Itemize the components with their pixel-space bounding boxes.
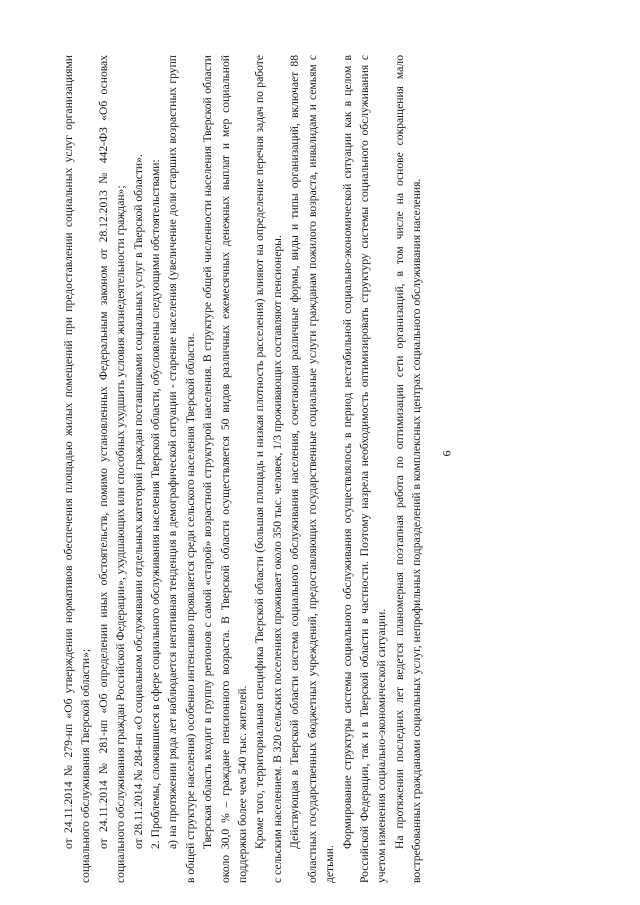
paragraph: Формирование структуры системы социального обслуживания осуществлялось в период нестабильной социально-экономической ситуации как в целом в Российской Федерации, так и в Тверской области в частности. Поэтому назрела необходимость оптимизировать структуру системы социального обслуживания с учетом изменения социально-экономической ситуации. (340, 55, 389, 883)
paragraph: от 28.11.2014 № 284-нп «О социальном обслуживании отдельных категорий граждан поставщиками социальных услуг в Тверской области». (131, 154, 145, 849)
paragraph: На протяжении последних лет ведется планомерная поэтапная работа по оптимизации сети организаций, в том числе на основе сокращения мало востребованных гражданами социальных услуг, непрофильных подразделений в комплексных центрах социального обслуживания населения. (392, 55, 424, 883)
paragraph: Тверская область входит в группу регионов с самой «старой» возрастной структурой населения. В структуре общей численности населения Тверской области около 30,0 % – граждане пенсионного возраста. В Тверской области осуществляется 50 видов различных ежемесячных денежных выплат и мер социальной поддержки более чем 540 тыс. жителей. (201, 55, 250, 883)
page-number: 6 (439, 450, 454, 457)
document-body (60, 55, 600, 883)
paragraph: Кроме того, территориальная специфика Тверской области (большая площадь и низкая плотность расселения) влияют на определение перечня задач по работе с сельским населением. В 320 сельских поселениях проживает около 350 тыс. человек, 1/3 проживающих составляют пенсионеры. (253, 55, 284, 883)
paragraph: а) на протяжении ряда лет наблюдается негативная тенденция в демографической ситуации - старение населения (увеличение доли старших возрастных групп в общей структуре населения) особенно интенсивно проявляется среди сельского населения Тверской области. (166, 55, 197, 883)
paragraph: Действующая в Тверской области система социального обслуживания населения, сочетающая различные формы, виды и типы организаций, включает 88 областных государственных бюджетных учреждений, предоставляющих государственные социальные услуги гражданам пожилого возраста, инвалидам и семьям с детьми. (288, 55, 337, 883)
paragraph: от 24.11.2014 № 281-нп «Об определении иных обстоятельств, помимо установленных Федеральным законом от 28.12.2013 № 442-ФЗ «Об основах социального обслуживания граждан Российской Федерации», ухудшающих или способных ухудшить условия жизнедеятельности граждан»; (96, 55, 128, 883)
paragraph: от 24.11.2014 № 279-нп «Об утверждении нормативов обеспечения площадью жилых помещений при предоставлении социальных услуг организациями социального обслуживания Тверской области»; (62, 55, 93, 883)
paragraph: 2. Проблемы, сложившиеся в сфере социального обслуживания населения Тверской области, обусловлены следующими обстоятельствами: (149, 159, 163, 849)
